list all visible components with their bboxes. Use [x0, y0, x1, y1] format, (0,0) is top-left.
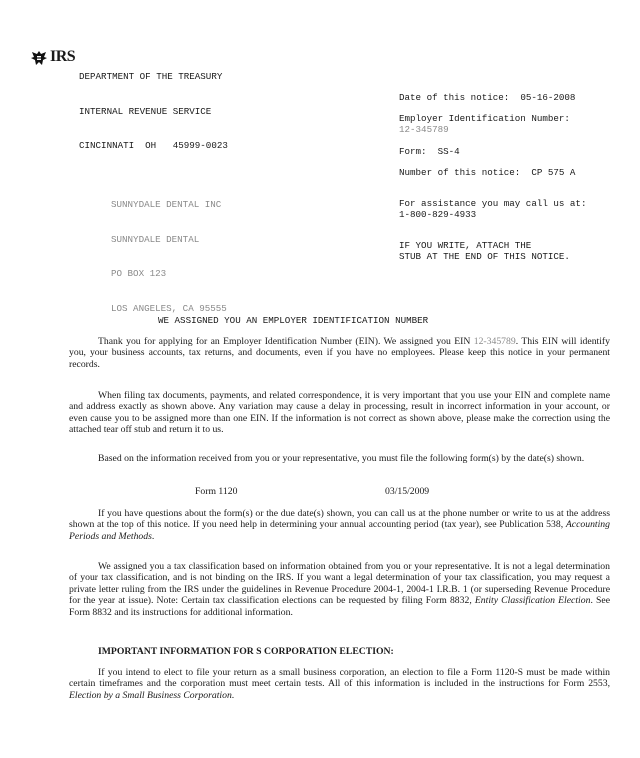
assistance-phone: 1-800-829-4933	[399, 209, 477, 220]
p1-text: Thank you for applying for an Employer Identification Number (EIN). We assigned you EIN	[98, 336, 474, 347]
write-instruction-line: IF YOU WRITE, ATTACH THE	[399, 240, 532, 251]
recipient-line: SUNNYDALE DENTAL INC	[111, 199, 222, 210]
notice-date-label: Date of this notice:	[399, 92, 510, 103]
department-address	[79, 48, 228, 163]
recipient-line: PO BOX 123	[111, 268, 167, 279]
paragraph-questions	[69, 508, 610, 542]
notice-number-value: CP 575 A	[531, 167, 576, 178]
p1-text-end: . This EIN will identify you, your business accounts, tax returns, and documents, even if you have no employees. Please keep this notice in your permanent records.	[69, 336, 610, 370]
recipient-line: LOS ANGELES, CA 95555	[111, 302, 227, 314]
p1-ein: 12-345789	[473, 336, 516, 347]
notice-heading: WE ASSIGNED YOU AN EMPLOYER IDENTIFICATION NUMBER	[158, 315, 429, 326]
p6-text-end: .	[231, 689, 235, 701]
paragraph-thank-you	[69, 336, 610, 370]
p5-form-title: Entity Classification Election	[474, 595, 591, 607]
form-type	[399, 146, 460, 158]
irs-logo	[30, 48, 75, 67]
ein-value: 12-345789	[399, 124, 449, 135]
irs-logo-text: IRS	[50, 48, 76, 65]
form-due-date: 03/15/2009	[385, 486, 430, 497]
p2-text: When filing tax documents, payments, and related correspondence, it is very important that you use your EIN and complete name and address exactly as shown above. Any variation may cause a delay in processing, result in incorrect information in your account, or even cause you to be assigned more than one EIN. If the information is not correct as shown above, please make the correction using the attached tear off stub and return it to us.	[69, 390, 610, 436]
p5-text-end: . See Form 8832 and its instructions for additional information.	[69, 595, 610, 618]
paragraph-filing	[69, 390, 610, 436]
form-name: Form 1120	[195, 486, 238, 497]
p6-text: If you intend to elect to file your return as a small business corporation, an election to file a Form 1120-S must be made within certain timeframes and the corporation must meet certain tests. All of this information is included in the instructions for Form 2553,	[69, 667, 610, 690]
assistance-label: For assistance you may call us at:	[399, 198, 587, 209]
dept-line: DEPARTMENT OF THE TREASURY	[79, 71, 223, 82]
form-type-value: SS-4	[437, 146, 460, 157]
p4-publication-title: Accounting Periods and Methods	[69, 519, 610, 542]
notice-date	[399, 92, 575, 104]
recipient-address	[111, 176, 227, 326]
s-corporation-heading: IMPORTANT INFORMATION FOR S CORPORATION ELECTION:	[98, 646, 394, 657]
p3-text: Based on the information received from you or your representative, you must file the following form(s) by the date(s) shown.	[98, 453, 585, 464]
eagle-icon	[30, 49, 48, 67]
paragraph-tax-classification	[69, 561, 610, 618]
p5-text: We assigned you a tax classification based on information obtained from you or your representative. It is not a legal determination of your tax classification, and is not binding on the IRS. If you want a legal determination of your tax classification, you may request a private letter ruling from the IRS under the guidelines in Revenue Procedure 2004-1, 2004-1 I.R.B. 1 (or superseding Revenue Procedure for the year at issue). Note: Certain tax classification elections can be requested by filing Form 8832,	[69, 561, 610, 607]
ein-label: Employer Identification Number:	[399, 113, 570, 124]
notice-date-value: 05-16-2008	[520, 92, 576, 103]
paragraph-s-corporation	[69, 667, 610, 701]
p6-form-title: Election by a Small Business Corporation	[69, 689, 232, 701]
dept-line: INTERNAL REVENUE SERVICE	[79, 105, 212, 117]
write-instruction-line: STUB AT THE END OF THIS NOTICE.	[399, 251, 570, 262]
form-type-label: Form:	[399, 146, 427, 157]
p4-text: If you have questions about the form(s) or the due date(s) shown, you can call us at the phone number or write to us at the address shown at the top of this notice. If you need help in determining your annual accounting period (tax year), see Publication 538,	[69, 508, 610, 531]
recipient-line: SUNNYDALE DENTAL	[111, 233, 200, 245]
notice-number-label: Number of this notice:	[399, 167, 521, 178]
p4-text-end: .	[151, 530, 155, 542]
dept-line: CINCINNATI OH 45999-0023	[79, 140, 228, 151]
paragraph-forms	[69, 453, 610, 464]
notice-number	[399, 167, 575, 179]
